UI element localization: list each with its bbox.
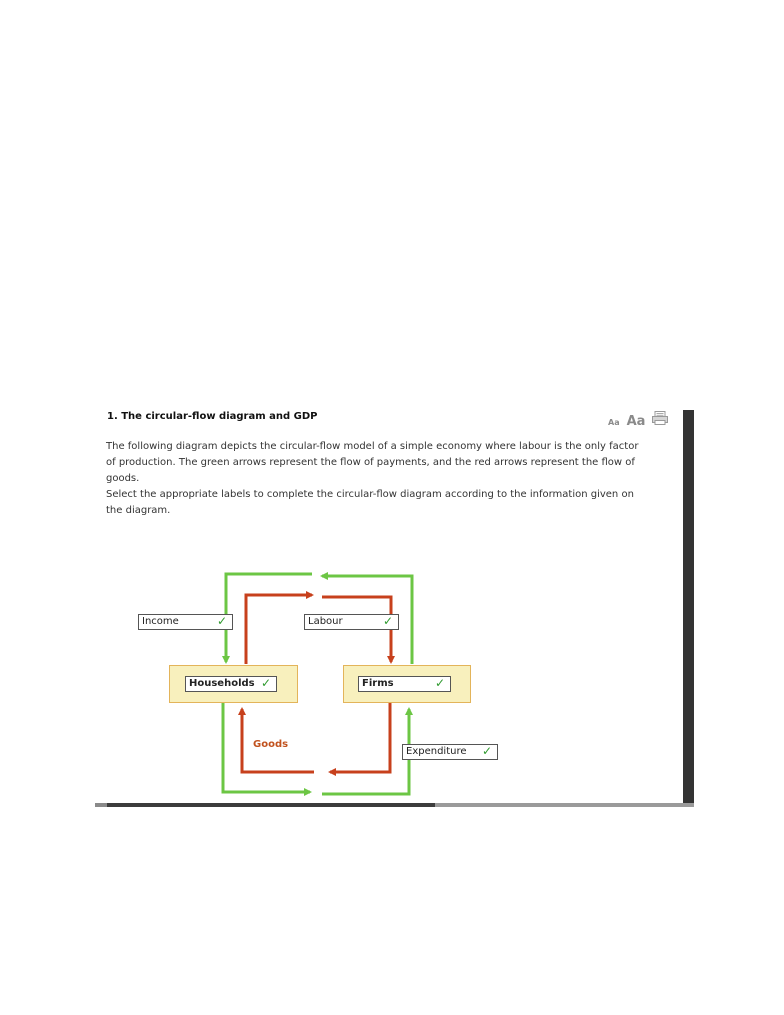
income-text: Income [142, 616, 179, 627]
decrease-font-button[interactable]: Aa [608, 418, 620, 427]
scrollbar[interactable] [683, 410, 694, 804]
check-icon: ✓ [216, 614, 227, 628]
expenditure-text: Expenditure [406, 746, 467, 757]
instructions-paragraph-2: Select the appropriate labels to complete the circular-flow diagram according to the information given on the diagram. [106, 489, 634, 516]
check-icon: ✓ [260, 676, 271, 690]
labour-text: Labour [308, 616, 343, 627]
horizontal-scrollbar-thumb[interactable] [107, 803, 435, 807]
firms-label [358, 676, 451, 692]
increase-font-button[interactable]: Aa [626, 414, 646, 429]
font-tools [608, 410, 668, 429]
households-label [185, 676, 277, 692]
horizontal-scrollbar-track[interactable] [435, 803, 694, 807]
firms-text: Firms [362, 678, 394, 689]
check-icon: ✓ [434, 676, 445, 690]
expenditure-dropdown[interactable] [402, 744, 498, 760]
question-title: 1. The circular-flow diagram and GDP [107, 411, 318, 422]
households-text: Households [189, 678, 255, 689]
check-icon: ✓ [481, 744, 492, 758]
income-dropdown[interactable] [138, 614, 233, 630]
printer-icon[interactable] [652, 410, 668, 429]
check-icon: ✓ [382, 614, 393, 628]
horizontal-scrollbar-left[interactable] [95, 803, 107, 807]
labour-dropdown[interactable] [304, 614, 399, 630]
goods-label: Goods [253, 739, 289, 750]
instructions-paragraph-1: The following diagram depicts the circular-flow model of a simple economy where labour is the only factor of production. The green arrows represent the flow of payments, and the red arrows represent the flow of goods. [106, 441, 639, 484]
